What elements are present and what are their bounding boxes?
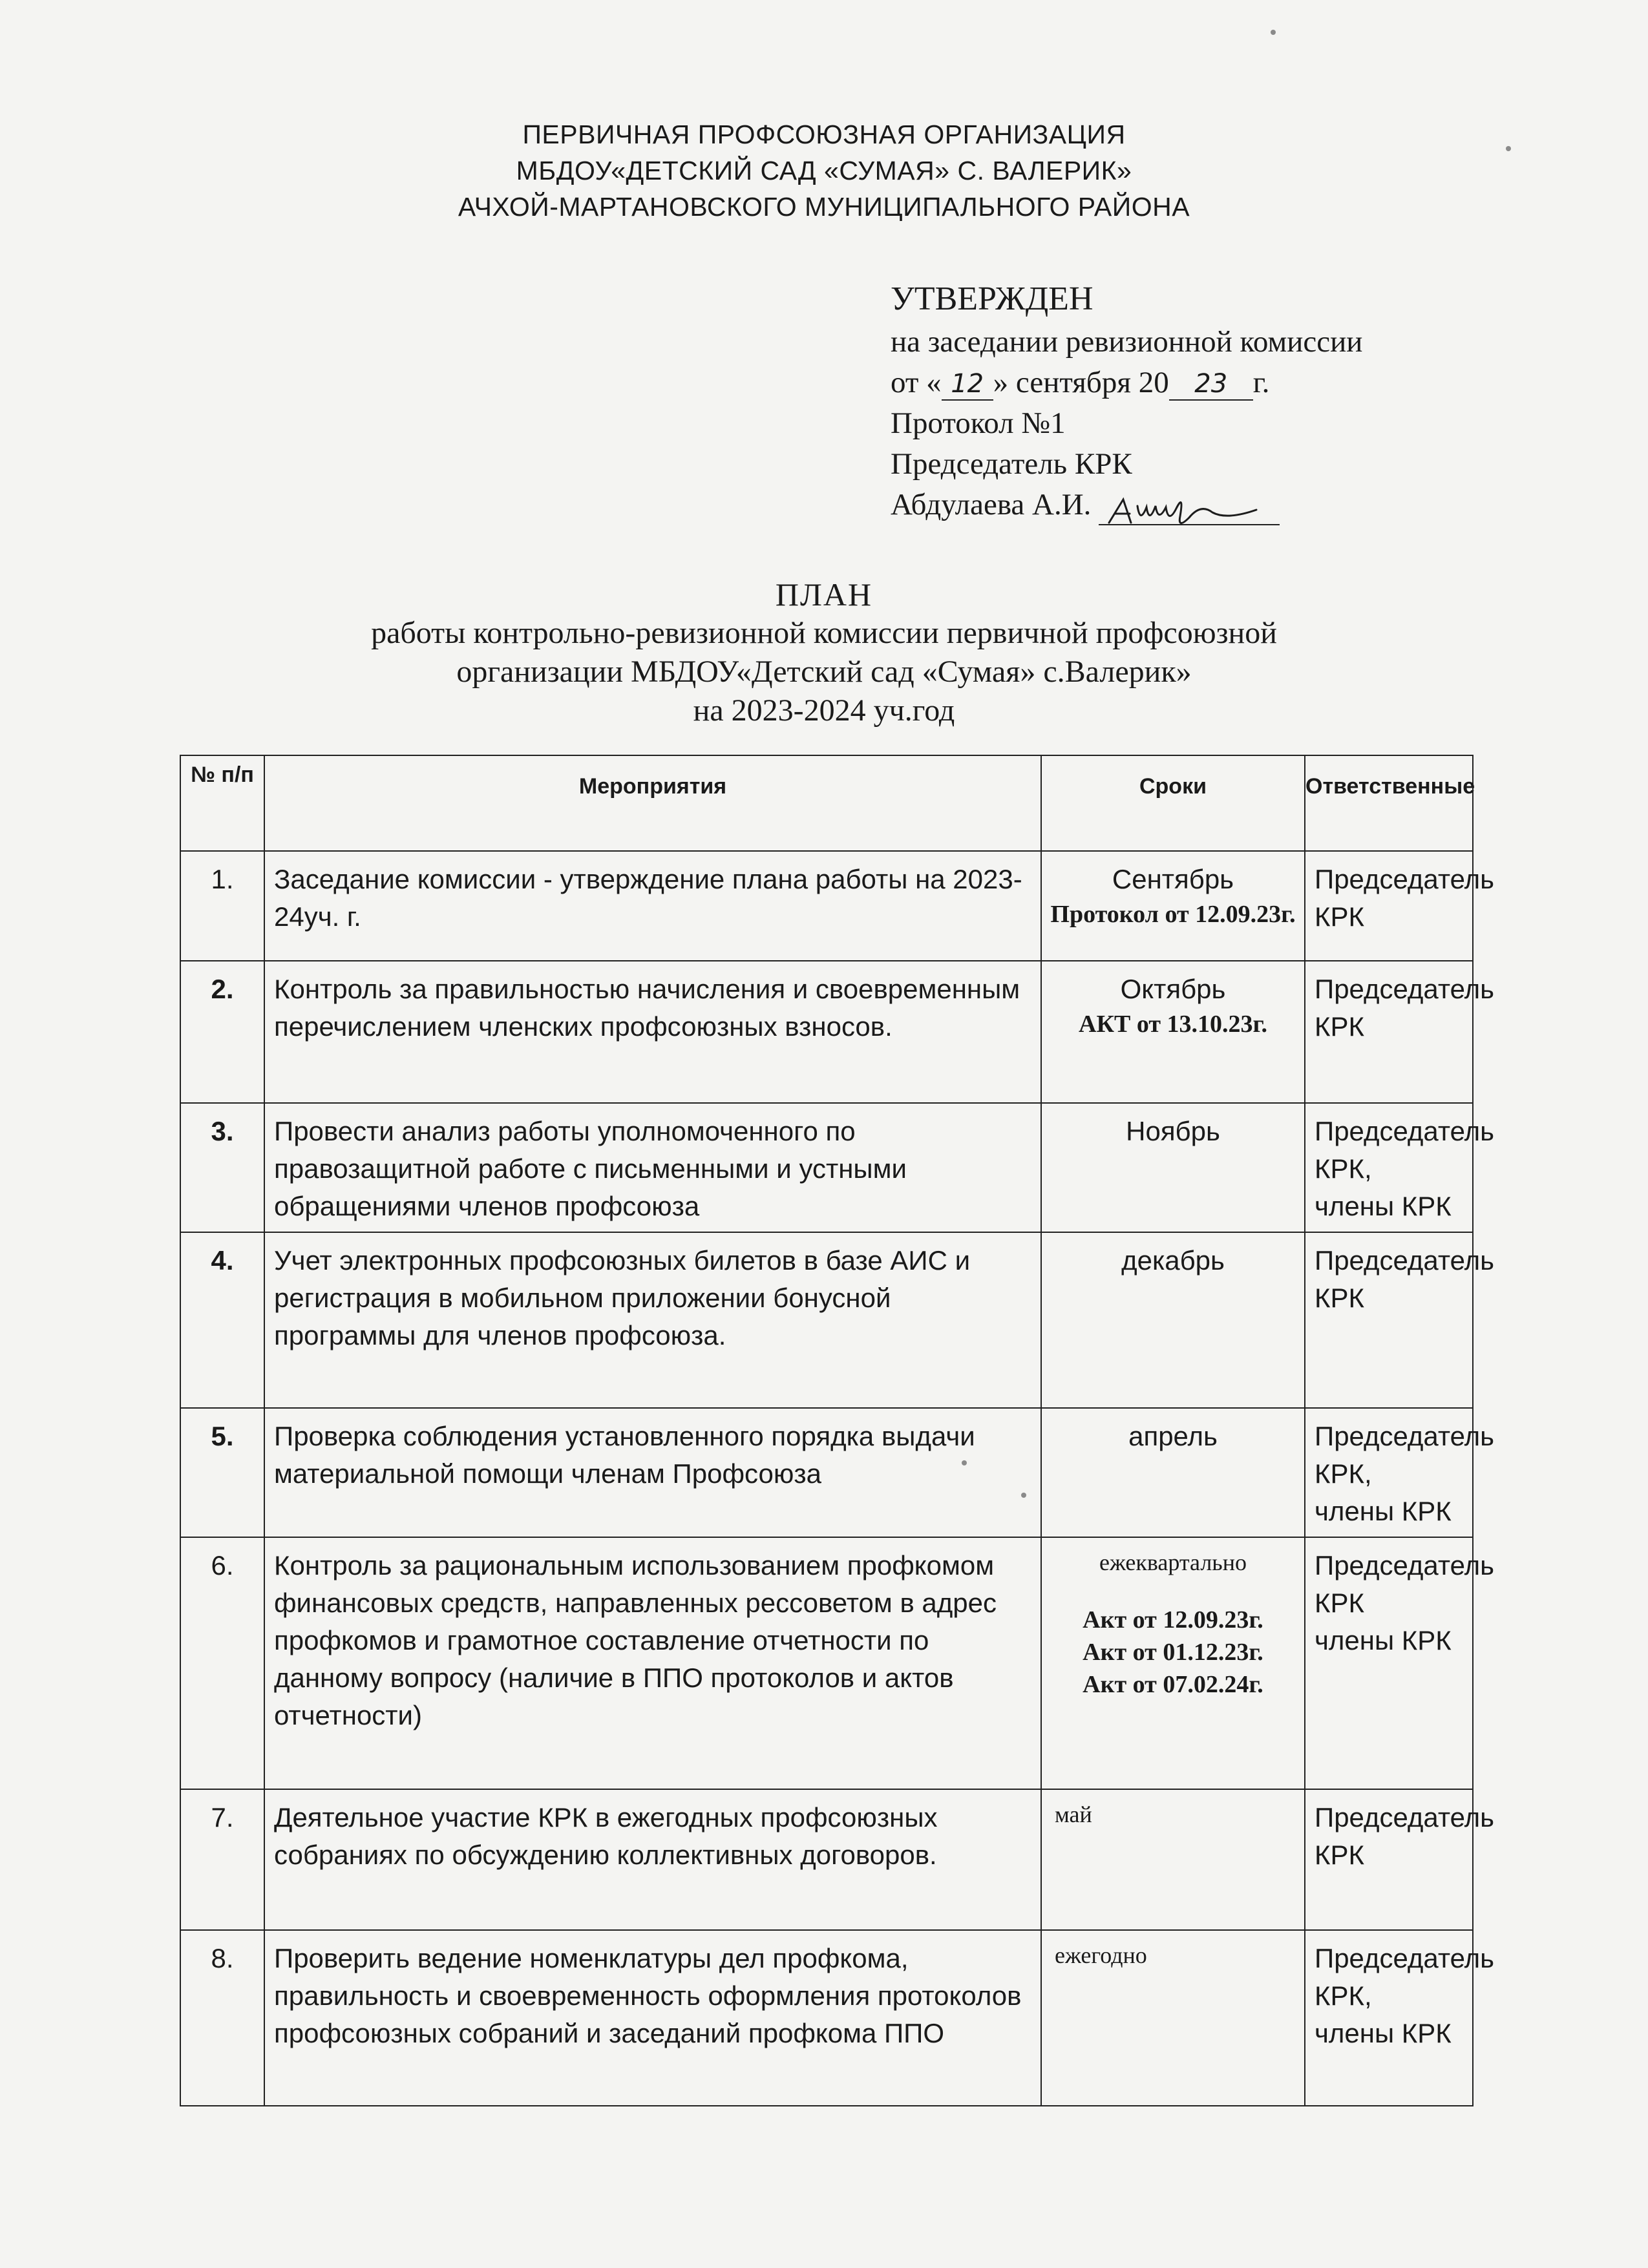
signature-icon bbox=[1104, 490, 1272, 529]
table-row bbox=[180, 1537, 1473, 1789]
term-value: декабрь bbox=[1121, 1245, 1225, 1276]
scan-speck bbox=[1021, 1493, 1026, 1498]
table-header-row bbox=[180, 755, 1473, 851]
organization-header bbox=[0, 116, 1648, 225]
date-day: 12 bbox=[942, 368, 993, 401]
plan-title: ПЛАН bbox=[775, 576, 873, 613]
term-value: ежеквартально bbox=[1099, 1549, 1247, 1575]
table-row bbox=[180, 851, 1473, 961]
plan-subtitle-2: организации МБДОУ«Детский сад «Сумая» с.Валерик» bbox=[456, 655, 1192, 689]
table-row bbox=[180, 1103, 1473, 1232]
row-term bbox=[1041, 1103, 1305, 1232]
term-value: Ноябрь bbox=[1126, 1116, 1220, 1146]
row-term bbox=[1041, 851, 1305, 961]
responsible-members: члены КРК bbox=[1315, 1496, 1452, 1526]
row-responsible bbox=[1305, 1930, 1494, 2106]
org-line-2: МБДОУ«ДЕТСКИЙ САД «СУМАЯ» С. ВАЛЕРИК» bbox=[516, 156, 1132, 185]
row-num: 8. bbox=[180, 1930, 264, 2106]
scan-speck bbox=[1271, 30, 1276, 35]
responsible-chair: Председатель КРК, bbox=[1315, 1116, 1494, 1184]
row-num: 4. bbox=[180, 1232, 264, 1408]
row-term bbox=[1041, 1789, 1305, 1930]
row-activity: Проверка соблюдения установленного порядка выдачи материальной помощи членам Профсоюза bbox=[264, 1408, 1041, 1537]
chair-line bbox=[891, 485, 1537, 525]
row-responsible: Председатель КРК bbox=[1305, 961, 1473, 1103]
table-row bbox=[180, 961, 1473, 1103]
table-row bbox=[180, 1789, 1473, 1930]
table-row bbox=[180, 1408, 1473, 1537]
row-term bbox=[1041, 1232, 1305, 1408]
approval-line: на заседании ревизионной комиссии bbox=[891, 325, 1363, 359]
row-activity: Контроль за правильностью начисления и своевременным перечислением членских профсоюзных взносов. bbox=[264, 961, 1041, 1103]
term-note: АКТ от 13.10.23г. bbox=[1079, 1011, 1267, 1038]
row-activity: Проверить ведение номенклатуры дел профкома, правильность и своевременность оформления протоколов профсоюзных собраний и заседаний профкома ППО bbox=[264, 1930, 1041, 2106]
date-prefix: от « bbox=[891, 366, 942, 399]
term-value: Октябрь bbox=[1120, 974, 1226, 1004]
approval-title: УТВЕРЖДЕН bbox=[891, 280, 1093, 317]
row-term bbox=[1041, 1408, 1305, 1537]
responsible-chair: Председатель КРК, bbox=[1315, 1943, 1494, 2011]
term-value: Сентябрь bbox=[1112, 864, 1234, 894]
row-responsible bbox=[1305, 1408, 1494, 1537]
row-term bbox=[1041, 1537, 1305, 1789]
row-term bbox=[1041, 1930, 1305, 2106]
row-responsible bbox=[1305, 1103, 1494, 1232]
row-num: 6. bbox=[180, 1537, 264, 1789]
row-activity: Контроль за рациональным использованием профкомом финансовых средств, направленных рессоветом в адрес профкомов и грамотное составление отчетности по данному вопросу (наличие в ППО протоколов и актов отчетности) bbox=[264, 1537, 1041, 1789]
header-responsible: Ответственные bbox=[1305, 755, 1473, 851]
term-note: Протокол от 12.09.23г. bbox=[1050, 901, 1296, 928]
act-2: Акт от 01.12.23г. bbox=[1083, 1639, 1263, 1666]
scan-speck bbox=[962, 1460, 967, 1465]
responsible-members: члены КРК bbox=[1315, 2018, 1452, 2048]
org-line-1: ПЕРВИЧНАЯ ПРОФСОЮЗНАЯ ОРГАНИЗАЦИЯ bbox=[522, 120, 1126, 149]
date-suffix: г. bbox=[1252, 366, 1270, 399]
responsible-chair: Председатель КРК, bbox=[1315, 1421, 1494, 1489]
row-activity: Провести анализ работы уполномоченного по правозащитной работе с письменными и устными обращениями членов профсоюза bbox=[264, 1103, 1041, 1232]
org-line-3: АЧХОЙ-МАРТАНОВСКОГО МУНИЦИПАЛЬНОГО РАЙОНА bbox=[458, 192, 1190, 222]
responsible-chair: Председатель КРК bbox=[1315, 1550, 1494, 1618]
row-num: 2. bbox=[180, 961, 264, 1103]
row-activity: Заседание комиссии - утверждение плана работы на 2023-24уч. г. bbox=[264, 851, 1041, 961]
plan-subtitle-1: работы контрольно-ревизионной комиссии первичной профсоюзной bbox=[371, 616, 1277, 650]
plan-heading bbox=[0, 575, 1648, 730]
row-num: 5. bbox=[180, 1408, 264, 1537]
chair-title: Председатель КРК bbox=[891, 447, 1132, 481]
date-year: 23 bbox=[1169, 368, 1253, 401]
header-term: Сроки bbox=[1041, 755, 1305, 851]
row-num: 7. bbox=[180, 1789, 264, 1930]
act-3: Акт от 07.02.24г. bbox=[1083, 1671, 1263, 1698]
responsible-members: члены КРК bbox=[1315, 1191, 1452, 1221]
responsible-members: члены КРК bbox=[1315, 1625, 1452, 1655]
row-num: 3. bbox=[180, 1103, 264, 1232]
row-responsible: Председатель КРК bbox=[1305, 1789, 1473, 1930]
row-responsible: Председатель КРК bbox=[1305, 1232, 1473, 1408]
protocol-number: Протокол №1 bbox=[891, 406, 1066, 440]
approval-date bbox=[891, 362, 1537, 403]
table-row bbox=[180, 1232, 1473, 1408]
header-num: № п/п bbox=[180, 755, 264, 851]
row-term bbox=[1041, 961, 1305, 1103]
date-middle: » сентября 20 bbox=[993, 366, 1169, 399]
row-activity: Деятельное участие КРК в ежегодных профсоюзных собраниях по обсуждению коллективных договоров. bbox=[264, 1789, 1041, 1930]
approval-block bbox=[891, 277, 1537, 525]
plan-subtitle-3: на 2023-2024 уч.год bbox=[693, 693, 955, 728]
term-value: май bbox=[1055, 1801, 1092, 1827]
plan-table bbox=[180, 755, 1494, 2106]
term-value: апрель bbox=[1128, 1421, 1218, 1451]
chair-name: Абдулаева А.И. bbox=[891, 488, 1099, 521]
table-row bbox=[180, 1930, 1473, 2106]
act-1: Акт от 12.09.23г. bbox=[1083, 1606, 1263, 1633]
scan-speck bbox=[1506, 146, 1511, 151]
row-responsible: Председатель КРК bbox=[1305, 851, 1473, 961]
row-num: 1. bbox=[180, 851, 264, 961]
row-responsible bbox=[1305, 1537, 1494, 1789]
term-value: ежегодно bbox=[1055, 1942, 1147, 1968]
row-activity: Учет электронных профсоюзных билетов в базе АИС и регистрация в мобильном приложении бонусной программы для членов профсоюза. bbox=[264, 1232, 1041, 1408]
signature bbox=[1099, 490, 1280, 525]
header-activity: Мероприятия bbox=[264, 755, 1041, 851]
